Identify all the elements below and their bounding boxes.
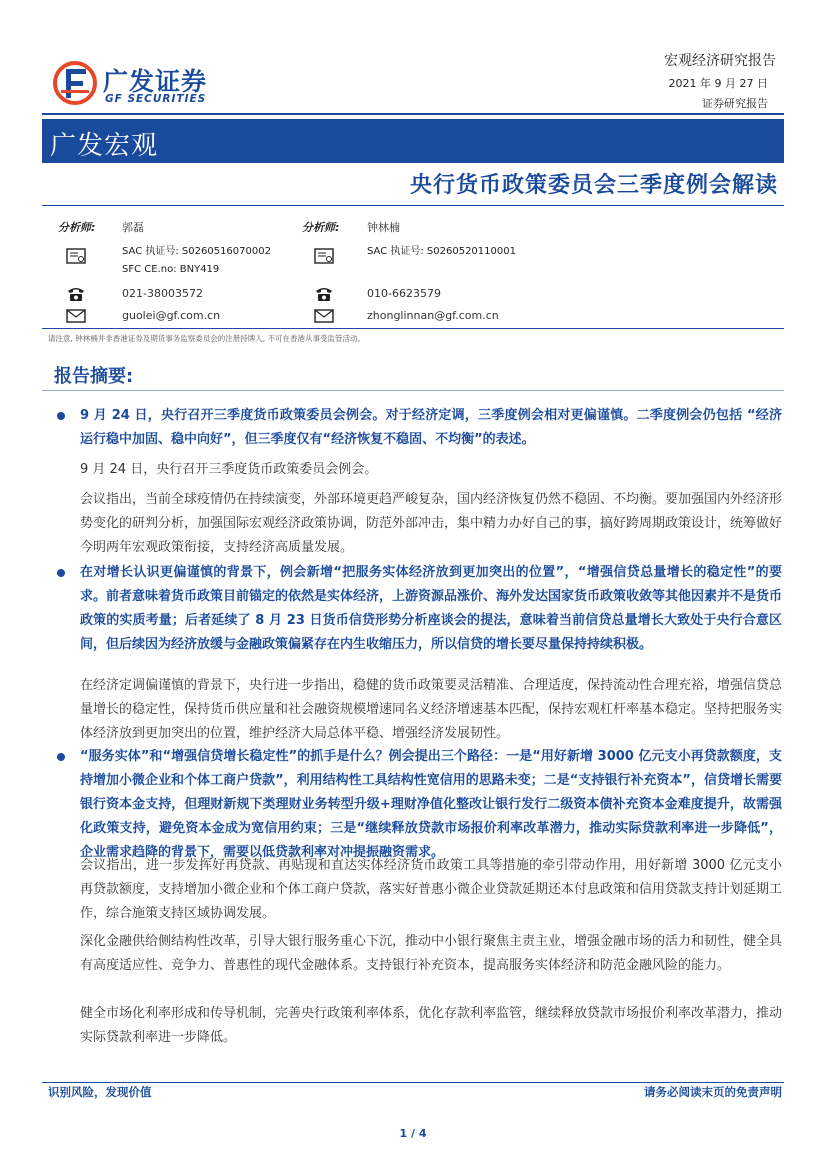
email-icon	[65, 306, 87, 326]
summary-key-point: “服务实体”和“增强信贷增长稳定性”的抓手是什么？例会提出三个路径：一是“用好新增 3000 亿元支小再贷款额度，支持增加小微企业和个体工商户贷款”，利用结构性工具结构性宽信用的思路未变；二是“支持银行补充资本”，信贷增长需要银行资本金支持，但理财新规下类理财业务转型升级+理财净值化整改让银行发行二级资本债补充资本金难度提升，故需强化政策支持，避免资本金成为宽信用约束；三是“继续释放贷款市场报价利率改革潜力，推动实际贷款利率进一步降低”，企业需求趋降的背景下，需要以低贷款利率对冲提振融资需求。	[80, 749, 782, 860]
bullet-icon	[57, 753, 65, 761]
page-number: 1 / 4	[399, 1127, 427, 1140]
certificate-icon	[65, 247, 87, 267]
report-title: 央行货币政策委员会三季度例会解读	[409, 173, 778, 198]
phone-icon	[313, 284, 335, 304]
summary-key-point: 在对增长认识更偏谨慎的背景下，例会新增“把服务实体经济放到更加突出的位置”，“增强信贷总量增长的稳定性”的要求。前者意味着货币政策目前锚定的依然是实体经济，上游资源品涨价、海外发达国家货币政策收敛等其他因素并不是货币政策的实质考量；后者延续了 8 月 23 日货币信贷形势分析座谈会的提法，意味着当前信贷总量增长大致处于央行合意区间，但后续因为经济放缓与金融政策偏紧存在内生收缩压力，所以信贷的增长要尽量保持持续积极。	[80, 565, 783, 652]
analyst-phone: 010-6623579	[367, 287, 441, 300]
summary-heading: 报告摘要:	[54, 366, 134, 387]
analyst-email[interactable]: zhonglinnan@gf.com.cn	[367, 309, 499, 322]
footer-disclaimer-link[interactable]: 请务必阅读末页的免责声明	[644, 1085, 782, 1099]
summary-divider	[42, 390, 784, 391]
report-category: 证券研究报告	[702, 97, 768, 110]
summary-paragraph: 在经济定调偏谨慎的背景下，央行进一步指出，稳健的货币政策要灵活精准、合理适度，保持流动性合理充裕，增强信贷总量增长的稳定性，保持货币供应量和社会融资规模增速同名义经济增速基本匹配，保持宏观杠杆率基本稳定。坚持把服务实体经济放到更加突出的位置，维护经济大局总体平稳、增强经济发展韧性。	[80, 678, 783, 741]
analyst-email[interactable]: guolei@gf.com.cn	[122, 309, 221, 322]
footer-divider	[42, 1082, 784, 1083]
summary-paragraph: 会议指出，进一步发挥好再贷款、再贴现和直达实体经济货币政策工具等措施的牵引带动作用，用好新增 3000 亿元支小再贷款额度，支持增加小微企业和个体工商户贷款，落实好普惠小微企业贷款延期还本付息政策和信用贷款支持计划延期工作，综合施策支持区域协调发展。	[80, 858, 783, 921]
footer-slogan: 识别风险，发现价值	[48, 1085, 152, 1099]
analyst-label: 分析师:	[58, 221, 96, 234]
report-type: 宏观经济研究报告	[664, 53, 776, 69]
analyst-name: 钟林楠	[367, 221, 400, 234]
bullet-icon	[57, 569, 65, 577]
analyst-divider	[42, 328, 784, 329]
email-icon	[313, 306, 335, 326]
logo-text-en: GF SECURITIES	[105, 93, 207, 105]
analyst-name: 郭磊	[122, 221, 144, 234]
analyst-sac: SAC 执证号: S0260520110001	[367, 246, 516, 257]
company-logo-icon	[52, 60, 98, 106]
analyst-sfc: SFC CE.no: BNY419	[122, 264, 220, 275]
header-divider	[42, 113, 784, 115]
summary-paragraph: 会议指出，当前全球疫情仍在持续演变，外部环境更趋严峻复杂，国内经济恢复仍然不稳固、不均衡。要加强国内外经济形势变化的研判分析，加强国际宏观经济政策协调，防范外部冲击，集中精力办好自己的事，搞好跨周期政策设计，统筹做好今明两年宏观政策衔接，支持经济高质量发展。	[80, 492, 783, 555]
analyst-phone: 021-38003572	[122, 287, 203, 300]
summary-paragraph: 深化金融供给侧结构性改革，引导大银行服务重心下沉，推动中小银行聚焦主责主业，增强金融市场的活力和韧性，健全具有高度适应性、竞争力、普惠性的现代金融体系。支持银行补充资本，提高服务实体经济和防范金融风险的能力。	[80, 934, 783, 973]
summary-paragraph: 健全市场化利率形成和传导机制，完善央行政策利率体系，优化存款利率监管，继续释放贷款市场报价利率改革潜力，推动实际贷款利率进一步降低。	[80, 1006, 783, 1045]
report-date: 2021 年 9 月 27 日	[668, 77, 768, 90]
phone-icon	[65, 284, 87, 304]
disclaimer-note: 请注意, 钟林楠并非香港证券及期货事务监察委员会的注册持牌人, 不可在香港从事受监管活动。	[48, 334, 366, 343]
logo-text-cn: 广发证券	[103, 67, 208, 96]
analyst-sac: SAC 执证号: S0260516070002	[122, 246, 271, 257]
bullet-icon	[57, 412, 65, 420]
title-divider	[42, 205, 784, 206]
brand-band-title: 广发宏观	[50, 131, 159, 161]
analyst-label: 分析师:	[302, 221, 340, 234]
summary-paragraph: 9 月 24 日，央行召开三季度货币政策委员会例会。	[80, 462, 378, 477]
certificate-icon	[313, 247, 335, 267]
summary-key-point: 9 月 24 日，央行召开三季度货币政策委员会例会。对于经济定调，三季度例会相对更偏谨慎。二季度例会仍包括 “经济运行稳中加固、稳中向好”，但三季度仅有“经济恢复不稳固、不均衡”的表述。	[80, 408, 782, 447]
